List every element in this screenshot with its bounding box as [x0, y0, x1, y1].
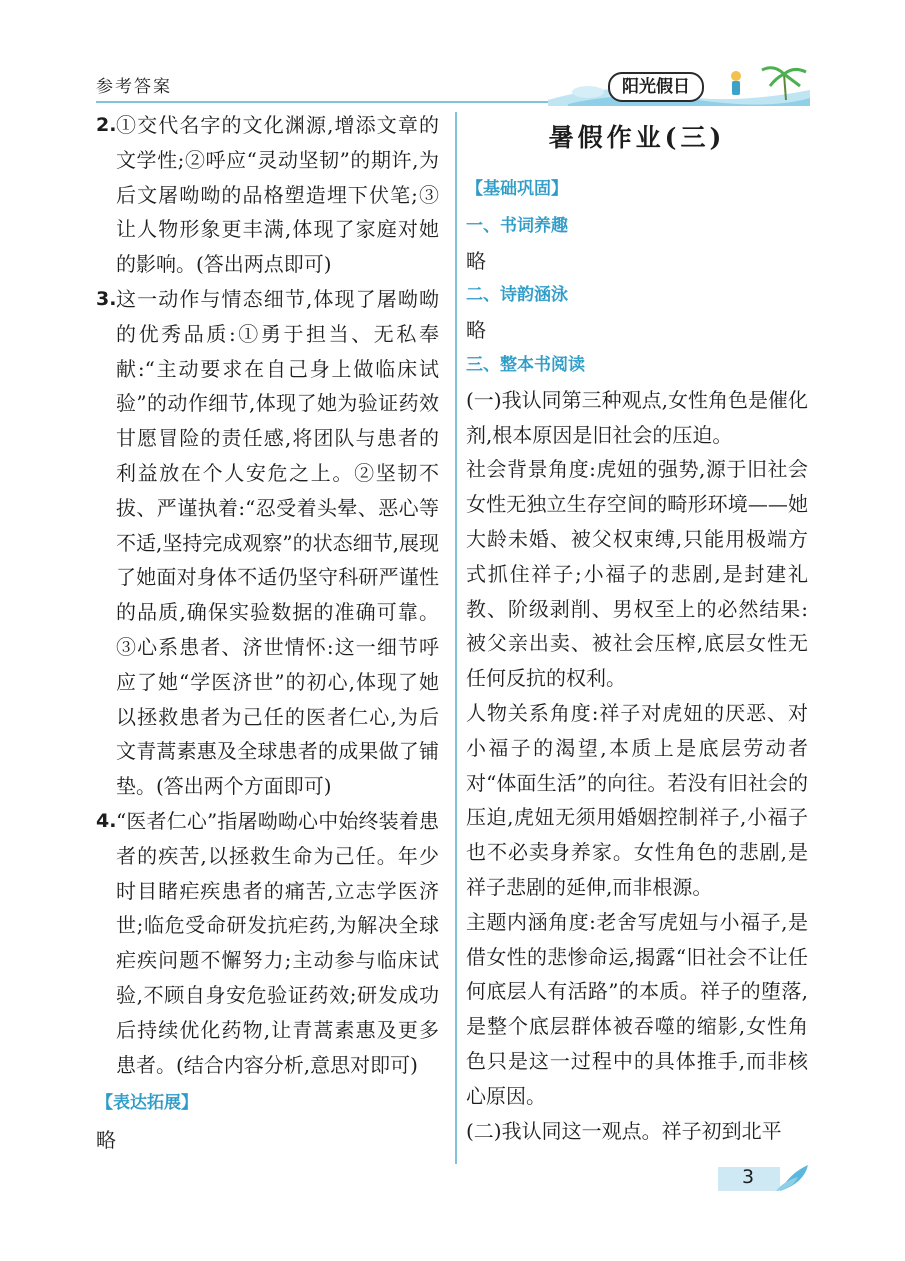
paragraph: 人物关系角度:祥子对虎妞的厌恶、对小福子的渴望,本质上是底层劳动者对“体面生活”的向往。若没有旧社会的压迫,虎妞无须用婚姻控制祥子,小福子也不必卖身养家。女性角色的悲剧,是祥子悲剧的延伸,而非根源。 [466, 700, 808, 899]
right-column [466, 108, 808, 1148]
basics-tag: 【基础巩固】 [466, 179, 568, 199]
item-number: 4. [96, 809, 117, 832]
header-label: 参考答案 [96, 77, 172, 97]
paragraph: 社会背景角度:虎妞的强势,源于旧社会女性无独立生存空间的畸形环境——她大龄未婚、被父权束缚,只能用极端方式抓住祥子;小福子的悲剧,是封建礼教、阶级剥削、男权至上的必然结果:被父亲出卖、被社会压榨,底层女性无任何反抗的权利。 [466, 457, 808, 691]
section-heading-2: 二、诗韵涵泳 [466, 285, 568, 306]
section-heading-3: 三、整本书阅读 [466, 354, 585, 375]
paragraph: (二)我认同这一观点。祥子初到北平 [466, 1118, 782, 1143]
expression-answer: 略 [96, 1128, 116, 1153]
left-column [96, 108, 439, 1158]
answer-item-4 [96, 804, 439, 1082]
paragraph: (一)我认同第三种观点,女性角色是催化剂,根本原因是旧社会的压迫。 [466, 387, 808, 447]
section-heading-1: 一、书词养趣 [466, 215, 568, 236]
item-number: 3. [96, 287, 117, 310]
assignment-title: 暑假作业(三) [548, 123, 726, 152]
banner-title: 阳光假日 [608, 72, 704, 102]
item-number: 2. [96, 114, 117, 136]
expression-tag: 【表达拓展】 [96, 1093, 198, 1114]
page-number-decoration [718, 1163, 808, 1193]
page-number: 3 [742, 1166, 755, 1188]
section-answer-2: 略 [466, 318, 486, 343]
header-rule [96, 101, 551, 103]
answer-item-3 [96, 282, 439, 804]
column-divider [455, 112, 457, 1164]
item-text: ①交代名字的文化渊源,增添文章的文学性;②呼应“灵动坚韧”的期许,为后文屠呦呦的品格塑造埋下伏笔;③让人物形象更丰满,体现了家庭对她的影响。(答出两点即可) [116, 113, 439, 277]
item-text: 这一动作与情态细节,体现了屠呦呦的优秀品质:①勇于担当、无私奉献:“主动要求在自己身上做临床试验”的动作细节,体现了她为验证药效甘愿冒险的责任感,将团队与患者的利益放在个人安危之上。②坚韧不拔、严谨执着:“忍受着头晕、恶心等不适,坚持完成观察”的状态细节,展现了她面对身体不适仍坚守科研严谨性的品质,确保实验数据的准确可靠。③心系患者、济世情怀:这一细节呼应了她“学医济世”的初心,体现了她以拯救患者为己任的医者仁心,为后文青蒿素惠及全球患者的成果做了铺垫。(答出两个方面即可) [116, 286, 439, 799]
item-text: “医者仁心”指屠呦呦心中始终装着患者的疾苦,以拯救生命为己任。年少时目睹疟疾患者的痛苦,立志学医济世;临危受命研发抗疟药,为解决全球疟疾问题不懈努力;主动参与临床试验,不顾自身安危验证药效;研发成功后持续优化药物,让青蒿素惠及更多患者。(结合内容分析,意思对即可) [116, 808, 439, 1077]
paragraph: 主题内涵角度:老舍写虎妞与小福子,是借女性的悲惨命运,揭露“旧社会不让任何底层人有活路”的本质。祥子的堕落,是整个底层群体被吞噬的缩影,女性角色只是这一过程中的具体推手,而非核心原因。 [466, 909, 808, 1108]
section-answer-1: 略 [466, 248, 486, 273]
answer-item-2 [96, 108, 439, 282]
